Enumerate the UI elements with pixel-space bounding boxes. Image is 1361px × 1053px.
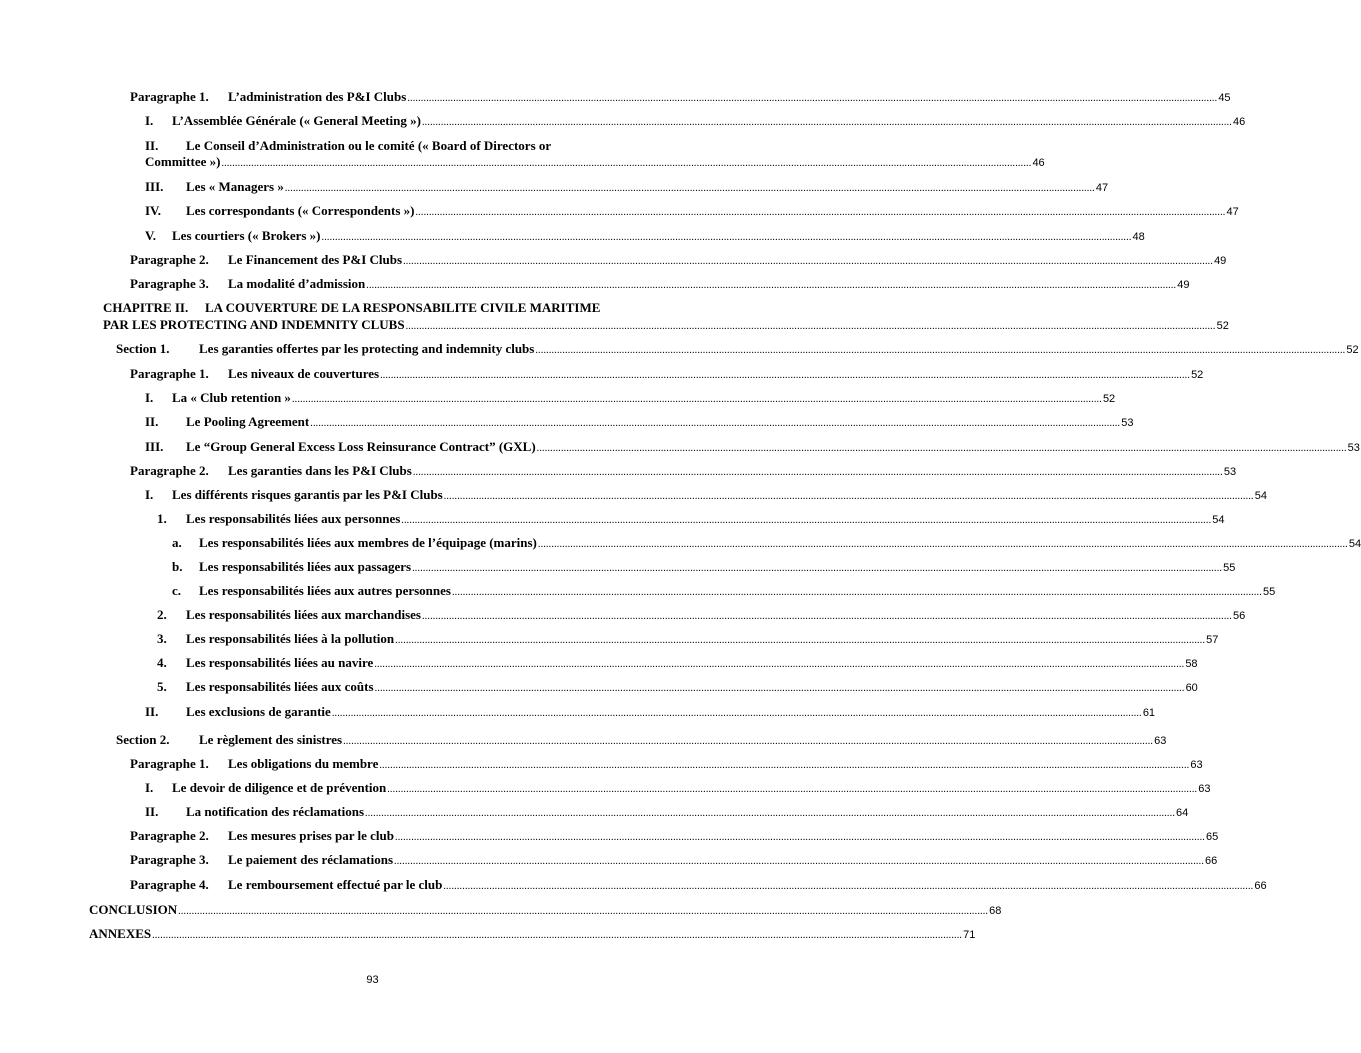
toc-entry[interactable] bbox=[130, 827, 1219, 845]
toc-entry-line bbox=[145, 153, 1045, 171]
toc-entry-number: Paragraphe 1. bbox=[130, 756, 209, 771]
dot-leader: ............................................................................................................................................................................................................................................................................................................ bbox=[291, 394, 1102, 405]
toc-entry-number: I. bbox=[145, 487, 154, 502]
toc-entry-title: Les niveaux de couvertures bbox=[228, 366, 380, 381]
toc-entry-number: 5. bbox=[157, 679, 167, 694]
dot-leader: ............................................................................................................................................................................................................................................................................................................ bbox=[221, 158, 1032, 169]
toc-entry-page: 55 bbox=[1262, 586, 1276, 598]
toc-entry[interactable] bbox=[145, 703, 1156, 721]
toc-entry-title: Les responsabilités liées à la pollution bbox=[186, 631, 395, 646]
toc-entry-line bbox=[130, 462, 1237, 480]
toc-entry[interactable] bbox=[157, 510, 1225, 528]
toc-entry-number: Paragraphe 2. bbox=[130, 252, 209, 267]
toc-entry-number: a. bbox=[172, 535, 182, 550]
toc-entry-page: 49 bbox=[1214, 255, 1227, 267]
toc-entry-title: Les courtiers (« Brokers ») bbox=[172, 228, 321, 243]
toc-entry-page: 55 bbox=[1223, 562, 1236, 574]
toc-entry-page: 64 bbox=[1176, 807, 1189, 819]
dot-leader: ............................................................................................................................................................................................................................................................................................................ bbox=[394, 856, 1205, 867]
toc-entry[interactable] bbox=[145, 202, 1239, 220]
toc-entry-line bbox=[103, 299, 656, 317]
dot-leader: ............................................................................................................................................................................................................................................................................................................ bbox=[374, 659, 1185, 670]
toc-entry-title: Les responsabilités liées aux autres personnes bbox=[199, 583, 451, 598]
toc-entry-page: 45 bbox=[1218, 92, 1231, 104]
toc-entry-title: Les mesures prises par le club bbox=[228, 828, 394, 843]
toc-entry-number: I. bbox=[145, 113, 154, 128]
toc-entry[interactable] bbox=[145, 137, 1045, 169]
dot-leader: ............................................................................................................................................................................................................................................................................................................ bbox=[321, 232, 1132, 243]
toc-entry-page: 52 bbox=[1102, 393, 1116, 405]
toc-entry-number: II. bbox=[145, 804, 159, 819]
toc-entry-line bbox=[116, 340, 1359, 358]
toc-entry-line bbox=[130, 251, 1227, 269]
dot-leader: ............................................................................................................................................................................................................................................................................................................ bbox=[405, 321, 1216, 332]
dot-leader: ............................................................................................................................................................................................................................................................................................................ bbox=[421, 611, 1232, 622]
toc-entry[interactable] bbox=[130, 462, 1237, 480]
toc-entry-line bbox=[157, 678, 1198, 696]
dot-leader: ............................................................................................................................................................................................................................................................................................................ bbox=[421, 117, 1232, 128]
toc-entry-line bbox=[130, 827, 1219, 845]
toc-entry-line bbox=[172, 582, 1276, 600]
toc-entry-page: 47 bbox=[1095, 182, 1109, 194]
toc-entry-title: Les responsabilités liées aux membres de l’équipage (marins) bbox=[199, 535, 537, 550]
toc-entry[interactable] bbox=[157, 678, 1198, 696]
toc-entry[interactable] bbox=[103, 299, 1229, 332]
toc-entry-title: Les garanties offertes par les protecting and indemnity clubs bbox=[199, 341, 535, 356]
dot-leader: ............................................................................................................................................................................................................................................................................................................ bbox=[412, 563, 1223, 574]
toc-entry-title: Le Conseil d’Administration ou le comité (« Board of Directors or bbox=[186, 138, 552, 153]
toc-entry-number: II. bbox=[145, 138, 159, 153]
toc-entry-title: Les obligations du membre bbox=[228, 756, 379, 771]
toc-entry-number: III. bbox=[145, 179, 164, 194]
toc-entry-line bbox=[145, 779, 1211, 797]
toc-entry[interactable] bbox=[145, 413, 1134, 431]
toc-entry-number: b. bbox=[172, 559, 183, 574]
toc-entry-line bbox=[145, 178, 1109, 196]
toc-entry-page: 65 bbox=[1206, 831, 1219, 843]
toc-entry-number: II. bbox=[145, 704, 159, 719]
toc-entry-page: 56 bbox=[1232, 610, 1246, 622]
toc-entry-page: 49 bbox=[1177, 279, 1190, 291]
toc-entry[interactable] bbox=[89, 901, 1002, 919]
toc-entry-line bbox=[145, 389, 1116, 407]
toc-entry-title: Les différents risques garantis par les P&I Clubs bbox=[172, 487, 443, 502]
dot-leader: ............................................................................................................................................................................................................................................................................................................ bbox=[374, 683, 1185, 694]
dot-leader: ............................................................................................................................................................................................................................................................................................................ bbox=[401, 515, 1212, 526]
dot-leader: ............................................................................................................................................................................................................................................................................................................ bbox=[380, 370, 1191, 381]
toc-entry-title: La modalité d’admission bbox=[228, 276, 366, 291]
toc-entry-title: La « Club retention » bbox=[172, 390, 291, 405]
toc-entry-page: 60 bbox=[1185, 682, 1198, 694]
toc-entry-number: c. bbox=[172, 583, 182, 598]
toc-entry-number: Paragraphe 4. bbox=[130, 877, 209, 892]
dot-leader: ............................................................................................................................................................................................................................................................................................................ bbox=[537, 539, 1348, 550]
dot-leader: ............................................................................................................................................................................................................................................................................................................ bbox=[343, 736, 1154, 747]
toc-entry-page: 57 bbox=[1206, 634, 1219, 646]
toc-entry-number: CHAPITRE II. bbox=[103, 300, 189, 315]
dot-leader: ............................................................................................................................................................................................................................................................................................................ bbox=[412, 467, 1223, 478]
toc-entry-page: 71 bbox=[963, 929, 976, 941]
dot-leader: ............................................................................................................................................................................................................................................................................................................ bbox=[443, 491, 1254, 502]
toc-entry-number: Paragraphe 2. bbox=[130, 828, 209, 843]
toc-entry[interactable] bbox=[172, 558, 1236, 576]
dot-leader: ............................................................................................................................................................................................................................................................................................................ bbox=[365, 808, 1176, 819]
toc-entry-title: Les responsabilités liées au navire bbox=[186, 655, 374, 670]
toc-entry-title: Les responsabilités liées aux marchandises bbox=[186, 607, 421, 622]
toc-entry-title: Les exclusions de garantie bbox=[186, 704, 331, 719]
dot-leader: ............................................................................................................................................................................................................................................................................................................ bbox=[451, 587, 1262, 598]
toc-entry-number: II. bbox=[145, 414, 159, 429]
toc-entry-line bbox=[157, 654, 1198, 672]
dot-leader: ............................................................................................................................................................................................................................................................................................................ bbox=[310, 418, 1121, 429]
toc-entry-page: 63 bbox=[1154, 735, 1167, 747]
toc-entry-title: Le remboursement effectué par le club bbox=[228, 877, 443, 892]
toc-entry-title: Le Pooling Agreement bbox=[186, 414, 310, 429]
toc-entry-page: 54 bbox=[1254, 490, 1267, 502]
toc-entry[interactable] bbox=[130, 365, 1204, 383]
toc-entry[interactable] bbox=[130, 876, 1267, 894]
toc-entry-title: Les responsabilités liées aux passagers bbox=[199, 559, 412, 574]
toc-entry-line bbox=[130, 275, 1190, 293]
toc-entry-line bbox=[89, 925, 976, 943]
toc-entry-page: 52 bbox=[1346, 344, 1359, 356]
toc-entry-line bbox=[130, 876, 1267, 894]
toc-entry-number: Paragraphe 1. bbox=[130, 89, 209, 104]
toc-entry-title: Le devoir de diligence et de prévention bbox=[172, 780, 387, 795]
toc-entry-page: 53 bbox=[1347, 442, 1360, 454]
toc-entry-number: Paragraphe 1. bbox=[130, 366, 209, 381]
toc-entry-line bbox=[130, 755, 1203, 773]
toc-entry[interactable] bbox=[145, 178, 1109, 196]
toc-entry-line bbox=[89, 901, 1002, 919]
toc-entry-page: 66 bbox=[1205, 855, 1218, 867]
toc-entry-number: I. bbox=[145, 780, 154, 795]
toc-entry[interactable] bbox=[145, 803, 1189, 821]
toc-entry-title: L’administration des P&I Clubs bbox=[228, 89, 407, 104]
dot-leader: ............................................................................................................................................................................................................................................................................................................ bbox=[536, 443, 1347, 454]
toc-entry[interactable] bbox=[130, 851, 1218, 869]
toc-entry-number: Section 1. bbox=[116, 341, 170, 356]
toc-entry-title: Le règlement des sinistres bbox=[199, 732, 343, 747]
toc-entry-page: 61 bbox=[1142, 707, 1156, 719]
page-number: 93 bbox=[366, 974, 379, 986]
toc-entry-title: ANNEXES bbox=[89, 926, 152, 941]
toc-entry-line bbox=[157, 630, 1219, 648]
toc-entry-number: 1. bbox=[157, 511, 167, 526]
toc-entry[interactable] bbox=[89, 925, 976, 943]
toc-entry[interactable] bbox=[157, 606, 1246, 624]
toc-entry[interactable] bbox=[145, 227, 1145, 245]
toc-entry-page: 66 bbox=[1254, 880, 1267, 892]
toc-entry-line bbox=[103, 316, 1229, 334]
toc-entry-number: IV. bbox=[145, 203, 162, 218]
toc-entry-line bbox=[157, 510, 1225, 528]
toc-entry-line bbox=[145, 803, 1189, 821]
toc-entry[interactable] bbox=[145, 486, 1267, 504]
toc-entry[interactable] bbox=[157, 654, 1198, 672]
toc-entry[interactable] bbox=[172, 582, 1276, 600]
toc-entry-number: Section 2. bbox=[116, 732, 170, 747]
toc-entry-page: 54 bbox=[1348, 538, 1361, 550]
toc-entry-page: 68 bbox=[989, 905, 1002, 917]
toc-entry-page: 46 bbox=[1032, 157, 1045, 169]
toc-entry-line bbox=[145, 227, 1145, 245]
toc-entry[interactable] bbox=[172, 534, 1361, 552]
toc-entry-line bbox=[130, 88, 1231, 106]
toc-entry-number: Paragraphe 3. bbox=[130, 276, 209, 291]
toc-entry-title: Le paiement des réclamations bbox=[228, 852, 394, 867]
toc-entry-title: LA COUVERTURE DE LA RESPONSABILITE CIVILE MARITIME bbox=[205, 300, 601, 315]
toc-entry-page: 54 bbox=[1212, 514, 1225, 526]
toc-entry-number: I. bbox=[145, 390, 154, 405]
toc-entry-number: 4. bbox=[157, 655, 167, 670]
toc-entry-line bbox=[145, 202, 1239, 220]
toc-entry-line bbox=[116, 731, 1167, 749]
toc-entry[interactable] bbox=[116, 731, 1167, 749]
toc-entry-line bbox=[145, 413, 1134, 431]
toc-entry-title-continued: Committee ») bbox=[145, 154, 221, 169]
toc-entry-title: CONCLUSION bbox=[89, 902, 178, 917]
toc-entry-line bbox=[157, 606, 1246, 624]
toc-entry-number: V. bbox=[145, 228, 156, 243]
toc-entry-title: L’Assemblée Générale (« General Meeting ») bbox=[172, 113, 421, 128]
toc-entry-number: Paragraphe 2. bbox=[130, 463, 209, 478]
dot-leader: ............................................................................................................................................................................................................................................................................................................ bbox=[387, 784, 1198, 795]
toc-entry-title: Les responsabilités liées aux personnes bbox=[186, 511, 401, 526]
dot-leader: ............................................................................................................................................................................................................................................................................................................ bbox=[284, 183, 1095, 194]
toc-entry[interactable] bbox=[116, 340, 1359, 358]
toc-entry-title: Le “Group General Excess Loss Reinsurance Contract” (GXL) bbox=[186, 439, 536, 454]
toc-entry-title: Les « Managers » bbox=[186, 179, 284, 194]
toc-entry[interactable] bbox=[145, 779, 1211, 797]
toc-entry-line bbox=[172, 558, 1236, 576]
toc-entry-line bbox=[145, 486, 1267, 504]
toc-entry[interactable] bbox=[130, 755, 1203, 773]
dot-leader: ............................................................................................................................................................................................................................................................................................................ bbox=[395, 832, 1205, 843]
toc-entry-number: 2. bbox=[157, 607, 167, 622]
toc-entry-line bbox=[145, 112, 1246, 130]
toc-entry[interactable] bbox=[130, 251, 1227, 269]
toc-entry-page: 58 bbox=[1185, 658, 1198, 670]
toc-entry-page: 63 bbox=[1190, 759, 1203, 771]
toc-entry-title: La notification des réclamations bbox=[186, 804, 365, 819]
dot-leader: ............................................................................................................................................................................................................................................................................................................ bbox=[443, 881, 1254, 892]
toc-entry-line bbox=[145, 703, 1156, 721]
toc-entry[interactable] bbox=[145, 389, 1116, 407]
toc-entry-number: Paragraphe 3. bbox=[130, 852, 209, 867]
toc-entry-page: 48 bbox=[1132, 231, 1145, 243]
toc-entry-page: 52 bbox=[1191, 369, 1204, 381]
toc-entry-line bbox=[172, 534, 1361, 552]
toc-entry-title: Les garanties dans les P&I Clubs bbox=[228, 463, 412, 478]
toc-entry-page: 63 bbox=[1198, 783, 1211, 795]
toc-entry-title-continued: PAR LES PROTECTING AND INDEMNITY CLUBS bbox=[103, 317, 405, 332]
dot-leader: ............................................................................................................................................................................................................................................................................................................ bbox=[366, 280, 1177, 291]
toc-entry[interactable] bbox=[130, 88, 1231, 106]
toc-entry[interactable] bbox=[145, 438, 1360, 456]
toc-entry-title: Les correspondants (« Correspondents ») bbox=[186, 203, 415, 218]
toc-entry-title: Les responsabilités liées aux coûts bbox=[186, 679, 374, 694]
toc-entry-line bbox=[145, 438, 1360, 456]
dot-leader: ............................................................................................................................................................................................................................................................................................................ bbox=[178, 906, 989, 917]
toc-entry-page: 53 bbox=[1121, 417, 1134, 429]
toc-entry[interactable] bbox=[145, 112, 1246, 130]
dot-leader: ............................................................................................................................................................................................................................................................................................................ bbox=[407, 93, 1218, 104]
dot-leader: ............................................................................................................................................................................................................................................................................................................ bbox=[331, 708, 1142, 719]
dot-leader: ............................................................................................................................................................................................................................................................................................................ bbox=[403, 256, 1214, 267]
dot-leader: ............................................................................................................................................................................................................................................................................................................ bbox=[535, 345, 1346, 356]
toc-entry[interactable] bbox=[157, 630, 1219, 648]
toc-entry-title: Le Financement des P&I Clubs bbox=[228, 252, 403, 267]
toc-entry-page: 47 bbox=[1226, 206, 1239, 218]
dot-leader: ............................................................................................................................................................................................................................................................................................................ bbox=[152, 930, 963, 941]
toc-entry-page: 53 bbox=[1223, 466, 1237, 478]
toc-entry-number: 3. bbox=[157, 631, 167, 646]
toc-entry[interactable] bbox=[130, 275, 1190, 293]
toc-entry-number: III. bbox=[145, 439, 164, 454]
toc-entry-page: 46 bbox=[1232, 116, 1246, 128]
toc-entry-page: 52 bbox=[1216, 320, 1229, 332]
toc-entry-line bbox=[130, 365, 1204, 383]
dot-leader: ............................................................................................................................................................................................................................................................................................................ bbox=[379, 760, 1190, 771]
toc-entry-line bbox=[130, 851, 1218, 869]
dot-leader: ............................................................................................................................................................................................................................................................................................................ bbox=[395, 635, 1206, 646]
dot-leader: ............................................................................................................................................................................................................................................................................................................ bbox=[415, 207, 1226, 218]
